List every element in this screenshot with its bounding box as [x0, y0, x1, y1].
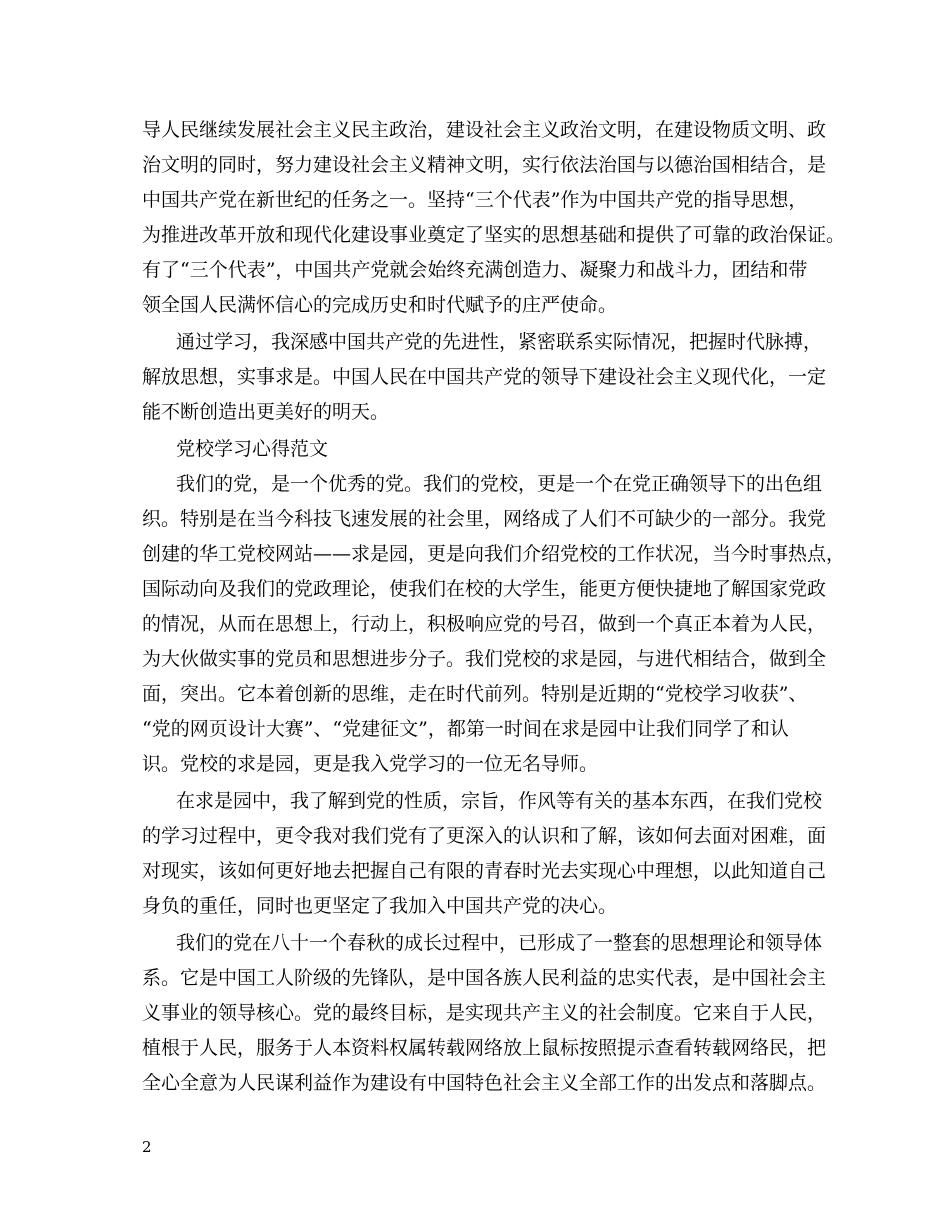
paragraph-first-line: 我们的党在八十一个春秋的成长过程中，已形成了一整套的思想理论和领导体	[176, 932, 823, 954]
text-line: 全心全意为人民谋利益作为建设有中国特色社会主义全部工作的出发点和落脚点。	[142, 1072, 827, 1094]
text-line: 有了“三个代表”，中国共产党就会始终充满创造力、凝聚力和战斗力，团结和带	[142, 259, 808, 281]
text-line: 身负的重任，同时也更坚定了我加入中国共产党的决心。	[142, 895, 618, 917]
text-line: 治文明的同时，努力建设社会主义精神文明，实行依法治国与以德治国相结合，是	[142, 154, 827, 176]
text-line: 的学习过程中，更令我对我们党有了更深入的认识和了解，该如何去面对困难，面	[142, 825, 827, 847]
text-line: 为推进改革开放和现代化建设事业奠定了坚实的思想基础和提供了可靠的政治保证。	[142, 224, 846, 246]
text-line: 能不断创造出更美好的明天。	[142, 401, 390, 423]
text-line: 领全国人民满怀信心的完成历史和时代赋予的庄严使命。	[142, 294, 618, 316]
page-number: 2	[142, 1138, 152, 1156]
text-line: 为大伙做实事的党员和思想进步分子。我们党校的求是园，与进代相结合，做到全	[142, 648, 827, 670]
text-line: 解放思想，实事求是。中国人民在中国共产党的领导下建设社会主义现代化，一定	[142, 366, 827, 388]
text-line: 义事业的领导核心。党的最终目标，是实现共产主义的社会制度。它来自于人民，	[142, 1002, 827, 1024]
text-line: 对现实，该如何更好地去把握自己有限的青春时光去实现心中理想，以此知道自己	[142, 860, 827, 882]
text-line: 国际动向及我们的党政理论，使我们在校的大学生，能更方便快捷地了解国家党政	[142, 578, 827, 600]
text-line: 中国共产党在新世纪的任务之一。坚持“三个代表”作为中国共产党的指导思想，	[142, 189, 808, 211]
paragraph-first-line: 在求是园中，我了解到党的性质，宗旨，作风等有关的基本东西，在我们党校	[176, 790, 823, 812]
text-line: 创建的华工党校网站——求是园，更是向我们介绍党校的工作状况，当今时事热点，	[142, 543, 846, 565]
section-heading: 党校学习心得范文	[176, 438, 329, 460]
paragraph-first-line: 通过学习，我深感中国共产党的先进性，紧密联系实际情况，把握时代脉搏，	[176, 331, 823, 353]
text-line: 织。特别是在当今科技飞速发展的社会里，网络成了人们不可缺少的一部分。我党	[142, 508, 827, 530]
text-line: 导人民继续发展社会主义民主政治，建设社会主义政治文明，在建设物质文明、政	[142, 119, 827, 141]
paragraph-first-line: 我们的党，是一个优秀的党。我们的党校，更是一个在党正确领导下的出色组	[176, 473, 823, 495]
text-line: 植根于人民，服务于人本资料权属转载网络放上鼠标按照提示查看转载网络民，把	[142, 1037, 827, 1059]
text-line: 面，突出。它本着创新的思维，走在时代前列。特别是近期的“党校学习收获”、	[142, 683, 808, 705]
text-line: 系。它是中国工人阶级的先锋队，是中国各族人民利益的忠实代表，是中国社会主	[142, 967, 827, 989]
text-line: 的情况，从而在思想上，行动上，积极响应党的号召，做到一个真正本着为人民，	[142, 613, 827, 635]
text-line: 识。党校的求是园，更是我入党学习的一位无名导师。	[142, 753, 599, 775]
text-line: “党的网页设计大赛”、“党建征文”，都第一时间在求是园中让我们同学了和认	[142, 718, 789, 740]
